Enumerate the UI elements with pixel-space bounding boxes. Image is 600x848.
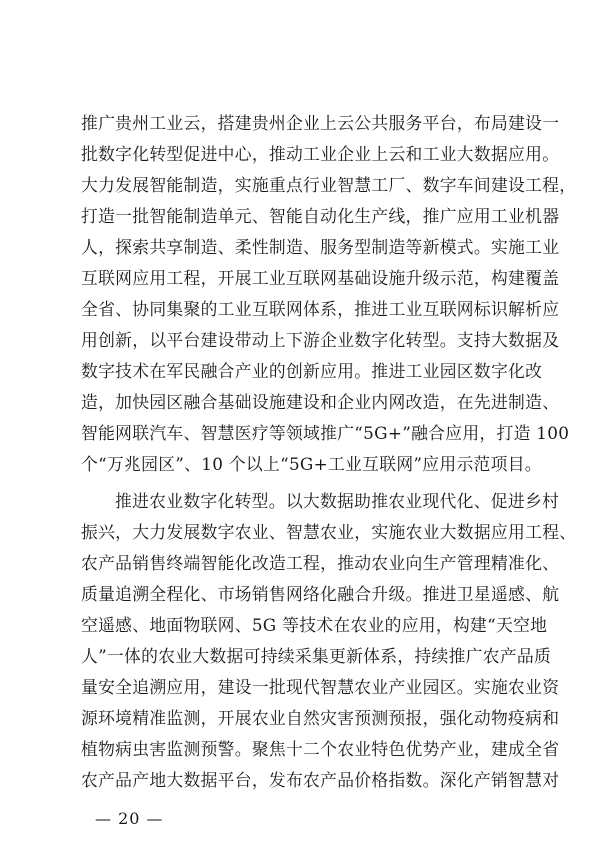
paragraph-line: 大力发展智能制造，实施重点行业智慧工厂、数字车间建设工程， (81, 175, 577, 195)
paragraph-line: 推进农业数字化转型。以大数据助推农业现代化、促进乡村 (115, 491, 560, 511)
paragraph-line: 互联网应用工程，开展工业互联网基础设施升级示范，构建覆盖 (81, 268, 560, 288)
paragraph-line: 农产品产地大数据平台，发布农产品价格指数。深化产销智慧对 (81, 770, 560, 790)
paragraph-line: 数字技术在军民融合产业的创新应用。推进工业园区数字化改 (81, 361, 543, 381)
paragraph-line: 个“万兆园区”、10 个以上“5G+工业互联网”应用示范项目。 (81, 454, 542, 474)
paragraph-line: 源环境精准监测，开展农业自然灾害预测预报，强化动物疫病和 (81, 708, 560, 728)
paragraph-line: 全省、协同集聚的工业互联网体系，推进工业互联网标识解析应 (81, 299, 560, 319)
paragraph-line: 打造一批智能制造单元、智能自动化生产线，推广应用工业机器 (81, 206, 560, 226)
paragraph-line: 人”一体的农业大数据可持续采集更新体系，持续推广农产品质 (81, 646, 552, 666)
paragraph-line: 空遥感、地面物联网、5G 等技术在农业的应用，构建“天空地 (81, 615, 548, 635)
paragraph-line: 推广贵州工业云，搭建贵州企业上云公共服务平台，布局建设一 (81, 113, 560, 133)
paragraph-line: 智能网联汽车、智慧医疗等领域推广“5G+”融合应用，打造 100 (81, 423, 570, 443)
paragraph-line: 人，探索共享制造、柔性制造、服务型制造等新模式。实施工业 (81, 237, 560, 257)
paragraph-line: 造，加快园区融合基础设施建设和企业内网改造，在先进制造、 (81, 392, 560, 412)
page-number: — 20 — (95, 809, 164, 828)
paragraph-line: 批数字化转型促进中心，推动工业企业上云和工业大数据应用。 (81, 144, 560, 164)
paragraph-line: 植物病虫害监测预警。聚焦十二个农业特色优势产业，建成全省 (81, 739, 560, 759)
paragraph-line: 农产品销售终端智能化改造工程，推动农业向生产管理精准化、 (81, 553, 560, 573)
paragraph-line: 量安全追溯应用，建设一批现代智慧农业产业园区。实施农业资 (81, 677, 560, 697)
paragraph-line: 质量追溯全程化、市场销售网络化融合升级。推进卫星遥感、航 (81, 584, 560, 604)
paragraph-line: 振兴，大力发展数字农业、智慧农业，实施农业大数据应用工程、 (81, 522, 577, 542)
paragraph-line: 用创新，以平台建设带动上下游企业数字化转型。支持大数据及 (81, 330, 560, 350)
